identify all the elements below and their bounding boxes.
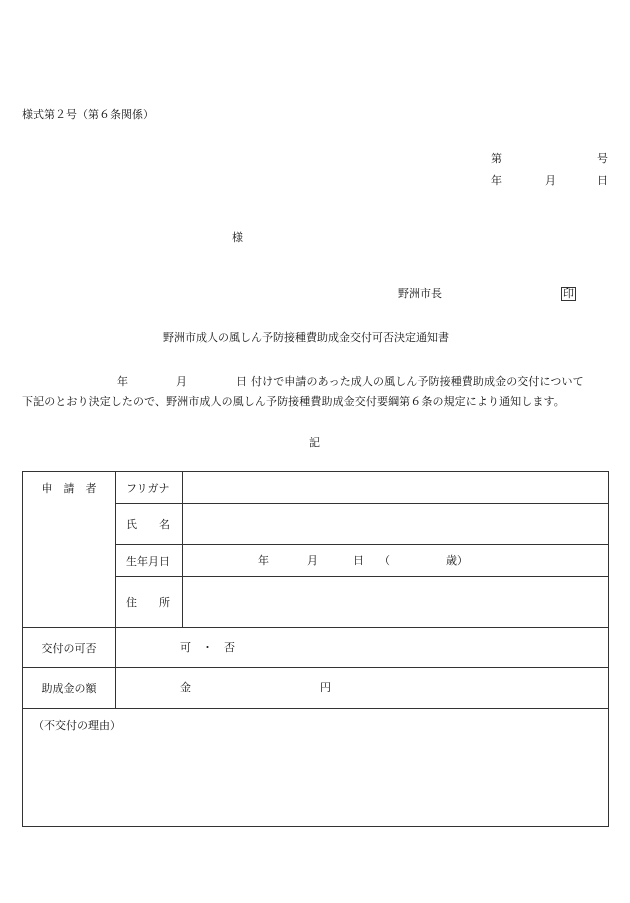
dob-label: 生年月日 xyxy=(126,554,170,568)
amount-value-cell[interactable] xyxy=(116,668,609,709)
addressee-suffix: 様 xyxy=(232,231,243,244)
furigana-label: フリガナ xyxy=(126,481,170,495)
body-month: 月 xyxy=(176,375,187,388)
table-row-furigana xyxy=(23,472,609,504)
dob-year: 年 xyxy=(258,553,269,567)
amount-label: 助成金の額 xyxy=(41,682,97,695)
seal-mark xyxy=(561,287,576,301)
table-row-amount xyxy=(23,668,609,709)
date-month: 月 xyxy=(545,174,556,187)
reason-label: （不交付の理由） xyxy=(33,719,121,732)
name-label: 氏 名 xyxy=(126,518,170,531)
doc-number-prefix: 第 xyxy=(491,152,502,165)
dob-day: 日 xyxy=(353,553,364,567)
name-value[interactable] xyxy=(183,504,609,545)
address-value[interactable] xyxy=(183,577,609,628)
form-table xyxy=(22,471,609,827)
dob-label-cell xyxy=(116,545,183,577)
dob-value[interactable] xyxy=(183,545,609,577)
dob-open-paren: （ xyxy=(379,553,390,567)
body-year: 年 xyxy=(117,375,128,388)
approval-value-cell[interactable] xyxy=(116,628,609,668)
applicant-label: 申 請 者 xyxy=(41,482,97,495)
table-row-approval xyxy=(23,628,609,668)
furigana-label-cell xyxy=(116,472,183,504)
address-label: 住 所 xyxy=(126,596,170,609)
approval-label: 交付の可否 xyxy=(41,641,97,655)
amount-suffix: 円 xyxy=(320,681,331,694)
issuer-title: 野洲市長 xyxy=(398,287,442,300)
amount-prefix: 金 xyxy=(180,681,191,694)
body-line2: 下記のとおり決定したので、野洲市成人の風しん予防接種費助成金交付要綱第６条の規定により通知します。 xyxy=(22,395,565,408)
address-label-cell xyxy=(116,577,183,628)
applicant-cell xyxy=(23,472,116,628)
body-line1: 付けで申請のあった成人の風しん予防接種費助成金の交付について xyxy=(251,375,584,388)
document-title: 野洲市成人の風しん予防接種費助成金交付可否決定通知書 xyxy=(163,331,449,344)
furigana-value[interactable] xyxy=(183,472,609,504)
form-number: 様式第２号（第６条関係） xyxy=(22,108,154,121)
approval-label-cell xyxy=(23,628,116,668)
dob-age: 歳） xyxy=(446,553,468,567)
date-year: 年 xyxy=(491,174,502,187)
amount-label-cell xyxy=(23,668,116,709)
table-row-reason xyxy=(23,709,609,827)
approval-options: 可 ・ 否 xyxy=(180,640,235,654)
ki-heading: 記 xyxy=(309,436,320,449)
dob-month: 月 xyxy=(307,553,318,567)
name-label-cell xyxy=(116,504,183,545)
seal-label: 印 xyxy=(563,287,574,300)
body-day: 日 xyxy=(236,375,247,388)
doc-number-suffix: 号 xyxy=(597,152,608,165)
date-day: 日 xyxy=(597,174,608,187)
reason-cell[interactable] xyxy=(23,709,609,827)
